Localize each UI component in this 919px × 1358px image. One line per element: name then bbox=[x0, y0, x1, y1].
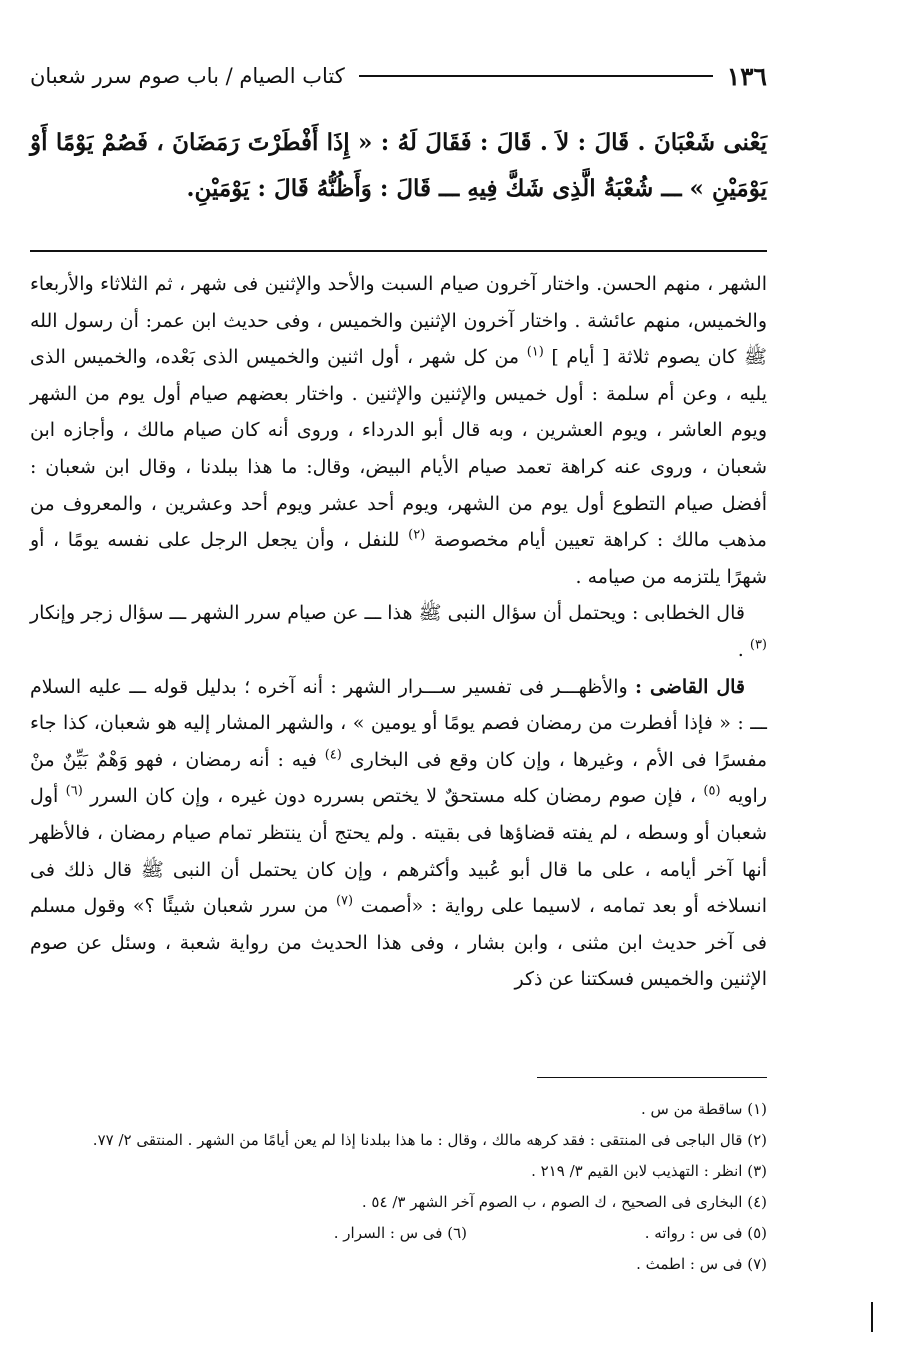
paragraph-text: من سرر شعبان شيئًا ؟» وقول مسلم فى آخر حديث ابن مثنى ، وابن بشار ، وفى هذا الحديث من رواية شعبة ، وسئل عن صوم الإثنين والخميس فسكتنا عن ذكر bbox=[30, 895, 767, 991]
paragraph-text: الشهر ، منهم الحسن. واختار آخرون صيام السبت والأحد والإثنين فى شهر ، ثم الثلاثاء والأربعاء والخميس، منهم عائشة . واختار آخرون الإثنين والخميس ، وفى حديث ابن عمر: أن رسول الله ﷺ كان يصوم ثلاثة [ أيام ] bbox=[30, 273, 767, 369]
paragraph-text: والأظهـــر فى تفسير ســـرار الشهر : أنه آخره ؛ بدليل قوله ـــ عليه السلام ـــ : « فإذا أفطرت من رمضان فصم يومًا أو يومين » ، والشهر المشار إليه هو شعبان، كذا جاء مفسرًا فى الأم ، وغيرها ، وإن كان وقع فى البخارى bbox=[30, 675, 767, 771]
paragraph-text: من كل شهر ، أول اثنين والخميس الذى بَعْده، والخميس الذى يليه ، وعن أم سلمة : أول خميس والإثنين والإثنين . واختار بعضهم صيام أول يوم من الشهر ويوم العاشر ، ويوم العشرين ، وبه قال أبو الدرداء ، وروى أنه كان صيام مالك ، وأجازه ابن شعبان ، وروى عنه كراهة تعمد صيام الأيام البيض، وقال: ما هذا ببلدنا ، وقال ابن شعبان : أفضل صيام التطوع أول يوم من الشهر، ويوم أحد عشر ويوم أحد وعشرين ، والمعروف من مذهب مالك : كراهة تعيين أيام مخصوصة bbox=[30, 346, 767, 552]
paragraph bbox=[30, 595, 767, 668]
paragraph-text: . bbox=[737, 638, 744, 661]
paragraph bbox=[30, 669, 767, 998]
footnote-item: (٥) فى س : رواته . bbox=[644, 1224, 767, 1242]
footnote-item: (٧) فى س : اطمث . bbox=[636, 1255, 767, 1273]
commentary-body bbox=[30, 266, 767, 998]
header-rule bbox=[359, 75, 713, 77]
margin-mark bbox=[859, 1302, 873, 1332]
running-header bbox=[30, 58, 767, 94]
footnote-marker: (٥) bbox=[703, 783, 721, 799]
paragraph-text: قال الخطابى : ويحتمل أن سؤال النبى ﷺ هذا ـــ عن صيام سرر الشهر ـــ سؤال زجر وإنكار bbox=[30, 602, 745, 625]
running-title: كتاب الصيام / باب صوم سرر شعبان bbox=[30, 64, 345, 88]
footnote-marker: (١) bbox=[526, 344, 544, 360]
paragraph-text: للنفل ، وأن يجعل الرجل على نفسه يومًا ، أو شهرًا يلتزمه من صيامه . bbox=[30, 529, 767, 588]
paragraph-text: أول شعبان أو وسطه ، لم يفته قضاؤها فى بقيته . ولم يحتج أن ينتظر تمام صيام رمضان ، فالأظهر أنها آخر أيامه ، على ما قال أبو عُبيد وأكثرهم ، وإن كان يحتمل أن النبى ﷺ قال ذلك فى انسلاخه أو بعد تمامه ، لاسيما على رواية : «أصمت bbox=[30, 785, 767, 918]
paragraph-text: ، فإن صوم رمضان كله مستحقٌ لا يختص بسرره دون غيره ، وإن كان السرر bbox=[90, 785, 696, 808]
footnote-item: (٦) فى س : السرار . bbox=[333, 1224, 467, 1242]
footnote-item: (١) ساقطة من س . bbox=[640, 1100, 767, 1118]
paragraph-text: فيه : أنه رمضان ، فهو وَهْمٌ بَيِّنٌ منْ راويه bbox=[30, 748, 767, 808]
footnote-marker: (٣) bbox=[749, 637, 767, 653]
speaker-label: قال القاضى : bbox=[635, 675, 745, 698]
section-divider bbox=[30, 250, 767, 252]
footnote-marker: (٧) bbox=[335, 893, 354, 909]
footnote-row bbox=[30, 1218, 767, 1249]
footnote-item: (٤) البخارى فى الصحيح ، ك الصوم ، ب الصوم آخر الشهر ٣/ ٥٤ . bbox=[361, 1193, 767, 1211]
hadith-text: يَعْنى شَعْبَانَ . قَالَ : لاَ . قَالَ : فَقَالَ لَهُ : « إِذَا أَفْطَرْتَ رَمَضَانَ ، فَصُمْ يَوْمًا أَوْ يَوْمَيْنِ » ـــ شُعْبَةُ الَّذِى شَكَّ فِيهِ ـــ قَالَ : وَأَظُنُّهُ قَالَ : يَوْمَيْنِ. bbox=[30, 129, 767, 202]
page-number: ١٣٦ bbox=[726, 61, 767, 91]
paragraph bbox=[30, 266, 767, 595]
footnote-marker: (٦) bbox=[65, 783, 83, 799]
footnote-marker: (٤) bbox=[324, 747, 342, 763]
footnote-marker: (٢) bbox=[408, 527, 426, 543]
footnote-divider bbox=[537, 1077, 767, 1078]
footnotes bbox=[30, 1094, 767, 1280]
footnote-item: (٣) انظر : التهذيب لابن القيم ٣/ ٢١٩ . bbox=[531, 1162, 767, 1180]
footnote-item: (٢) قال الباجى فى المنتقى : فقد كرهه مالك ، وقال : ما هذا ببلدنا إذا لم يعن أيامًا من الشهر . المنتقى ٢/ ٧٧. bbox=[92, 1131, 767, 1149]
